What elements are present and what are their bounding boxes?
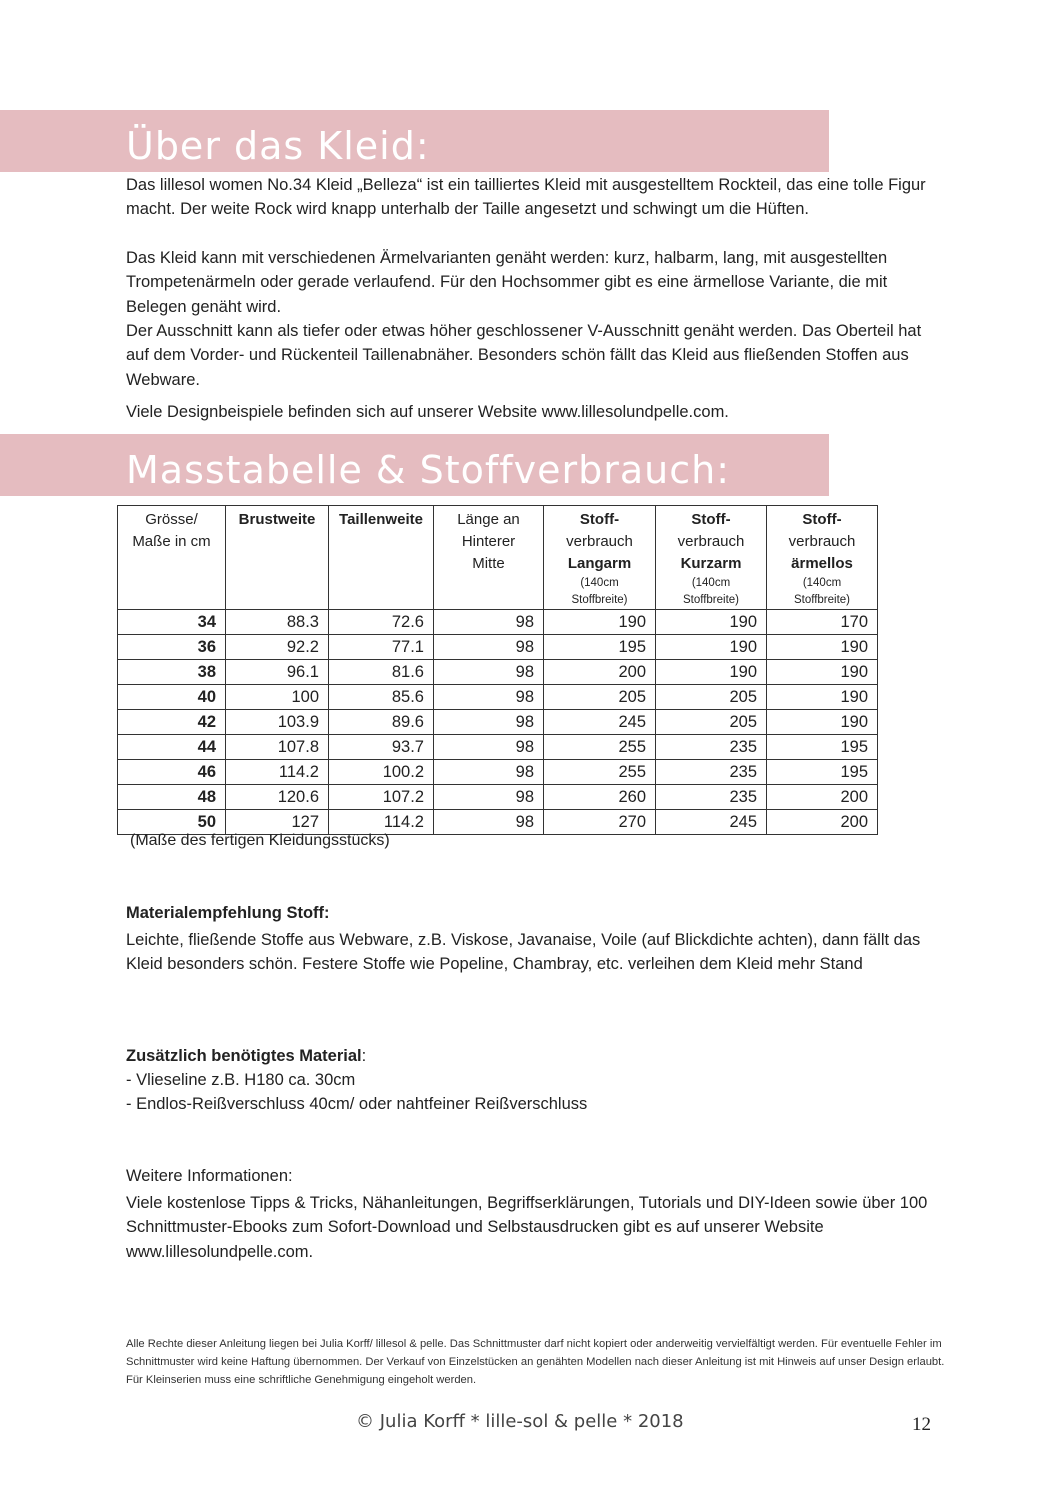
value-cell: 98: [434, 735, 544, 760]
additional-item-2: - Endlos-Reißverschluss 40cm/ oder nahtfeiner Reißverschluss: [126, 1095, 588, 1113]
header-fabric-longsleeve: [544, 506, 656, 610]
value-cell: 245: [656, 810, 767, 835]
header-waist: [329, 506, 434, 610]
header-fabric-sleeveless-line3: ärmellos: [791, 555, 853, 572]
table-row: [118, 735, 878, 760]
value-cell: 255: [544, 760, 656, 785]
section-title-sizes: Masstabelle & Stoffverbrauch:: [126, 448, 731, 492]
size-cell: 50: [118, 810, 226, 835]
table-row: [118, 660, 878, 685]
size-cell: 34: [118, 610, 226, 635]
table-row: [118, 760, 878, 785]
value-cell: 190: [656, 660, 767, 685]
more-info-heading: [126, 1167, 293, 1186]
value-cell: 235: [656, 760, 767, 785]
size-cell: 48: [118, 785, 226, 810]
value-cell: 93.7: [329, 735, 434, 760]
value-cell: 81.6: [329, 660, 434, 685]
value-cell: 77.1: [329, 635, 434, 660]
header-fabric-longsleeve-line3: Langarm: [567, 555, 632, 572]
value-cell: 245: [544, 710, 656, 735]
value-cell: 100.2: [329, 760, 434, 785]
header-fabric-sleeveless-line2: verbrauch: [788, 533, 856, 550]
value-cell: 98: [434, 760, 544, 785]
value-cell: 205: [544, 685, 656, 710]
header-fabric-sleeveless-note1: (140cm: [802, 577, 842, 589]
size-cell: 36: [118, 635, 226, 660]
value-cell: 96.1: [226, 660, 329, 685]
size-table: [117, 505, 878, 835]
value-cell: 98: [434, 610, 544, 635]
about-paragraph-1: Das lillesol women No.34 Kleid „Belleza“ ist ein tailliertes Kleid mit ausgestelltem Rockteil, das eine tolle Figur macht. Der weite Rock wird knapp unterhalb der Taille angesetzt und schwingt um die Hüften.: [126, 176, 926, 219]
header-size: [118, 506, 226, 610]
about-paragraph-4: Viele Designbeispiele befinden sich auf unserer Website www.lillesolundpelle.com.: [126, 403, 729, 421]
about-paragraph-2: Das Kleid kann mit verschiedenen Ärmelvarianten genäht werden: kurz, halbarm, lang, mit ausgestellten Trompetenärmeln oder gerade verlaufend. Für den Hochsommer gibt es eine ärmellose Variante, die mit Belegen genäht wird.: [126, 249, 888, 316]
value-cell: 260: [544, 785, 656, 810]
value-cell: 107.2: [329, 785, 434, 810]
footer-copyright: © Julia Korff * lille-sol & pelle * 2018: [356, 1411, 684, 1432]
value-cell: 98: [434, 635, 544, 660]
more-info-text: Viele kostenlose Tipps & Tricks, Nähanleitungen, Begriffserklärungen, Tutorials und DIY-Ideen sowie über 100 Schnittmuster-Ebooks zum Sofort-Download und Selbstausdrucken gibt es auf unserer Website www.lillesolundpelle.com.: [126, 1194, 928, 1261]
header-length-line2: Hinterer: [461, 533, 516, 550]
header-fabric-longsleeve-note2: Stoffbreite): [571, 594, 628, 606]
more-info-heading-text: Weitere Informationen:: [126, 1167, 293, 1185]
value-cell: 85.6: [329, 685, 434, 710]
value-cell: 190: [767, 710, 878, 735]
table-row: [118, 635, 878, 660]
value-cell: 107.8: [226, 735, 329, 760]
header-fabric-shortsleeve: [656, 506, 767, 610]
value-cell: 235: [656, 735, 767, 760]
value-cell: 200: [767, 785, 878, 810]
section-banner-sizes: [0, 434, 829, 496]
value-cell: 98: [434, 660, 544, 685]
value-cell: 200: [544, 660, 656, 685]
material-heading-text: Materialempfehlung Stoff:: [126, 904, 330, 922]
table-caption: (Maße des fertigen Kleidungsstücks): [130, 832, 390, 849]
header-fabric-shortsleeve-note1: (140cm: [691, 577, 731, 589]
additional-item-1: - Vlieseline z.B. H180 ca. 30cm: [126, 1071, 356, 1089]
header-fabric-shortsleeve-line3: Kurzarm: [680, 555, 742, 572]
header-fabric-longsleeve-line1: Stoff-: [579, 511, 620, 528]
value-cell: 255: [544, 735, 656, 760]
about-paragraph-3: Der Ausschnitt kann als tiefer oder etwas höher geschlossener V-Ausschnitt genäht werden. Das Oberteil hat auf dem Vorder- und Rückenteil Taillenabnäher. Besonders schön fällt das Kleid aus fließenden Stoffen aus Webware.: [126, 322, 922, 389]
section-banner-about: [0, 110, 829, 172]
header-bust: [226, 506, 329, 610]
value-cell: 190: [767, 635, 878, 660]
additional-heading-colon: :: [361, 1047, 367, 1065]
header-fabric-sleeveless: [767, 506, 878, 610]
material-text: Leichte, fließende Stoffe aus Webware, z.B. Viskose, Javanaise, Voile (auf Blickdichte achten), dann fällt das Kleid besonders schön. Festere Stoffe wie Popeline, Chambray, etc. verleihen dem Kleid mehr Stand: [126, 931, 921, 974]
value-cell: 72.6: [329, 610, 434, 635]
header-waist-label: Taillenweite: [339, 511, 423, 528]
header-length-line1: Länge an: [457, 511, 520, 528]
table-row: [118, 610, 878, 635]
value-cell: 190: [544, 610, 656, 635]
table-row: [118, 710, 878, 735]
material-heading: [126, 904, 330, 923]
value-cell: 195: [767, 760, 878, 785]
size-cell: 42: [118, 710, 226, 735]
value-cell: 98: [434, 710, 544, 735]
table-row: [118, 685, 878, 710]
section-title-about: Über das Kleid:: [126, 124, 430, 168]
value-cell: 98: [434, 685, 544, 710]
header-length-line3: Mitte: [472, 555, 505, 572]
value-cell: 190: [767, 660, 878, 685]
value-cell: 120.6: [226, 785, 329, 810]
header-fabric-sleeveless-line1: Stoff-: [802, 511, 842, 528]
header-length: [434, 506, 544, 610]
header-size-line1: Grösse/: [145, 511, 198, 528]
additional-heading: [126, 1047, 366, 1066]
value-cell: 100: [226, 685, 329, 710]
value-cell: 98: [434, 810, 544, 835]
header-fabric-shortsleeve-line2: verbrauch: [677, 533, 745, 550]
value-cell: 205: [656, 710, 767, 735]
value-cell: 235: [656, 785, 767, 810]
header-fabric-longsleeve-line2: verbrauch: [566, 533, 633, 550]
header-fabric-shortsleeve-line1: Stoff-: [691, 511, 731, 528]
value-cell: 270: [544, 810, 656, 835]
header-fabric-sleeveless-note2: Stoffbreite): [793, 594, 851, 606]
header-fabric-longsleeve-note1: (140cm: [580, 577, 619, 589]
header-fabric-shortsleeve-note2: Stoffbreite): [682, 594, 740, 606]
additional-heading-bold: Zusätzlich benötigtes Material: [126, 1047, 362, 1065]
size-cell: 46: [118, 760, 226, 785]
value-cell: 127: [226, 810, 329, 835]
value-cell: 89.6: [329, 710, 434, 735]
value-cell: 98: [434, 785, 544, 810]
value-cell: 88.3: [226, 610, 329, 635]
value-cell: 195: [544, 635, 656, 660]
value-cell: 190: [767, 685, 878, 710]
size-table-header-row: [118, 506, 878, 610]
value-cell: 114.2: [329, 810, 434, 835]
header-size-line2: Maße in cm: [132, 533, 211, 550]
size-cell: 40: [118, 685, 226, 710]
value-cell: 200: [767, 810, 878, 835]
table-row: [118, 785, 878, 810]
size-cell: 38: [118, 660, 226, 685]
size-table-body: [118, 610, 878, 835]
size-cell: 44: [118, 735, 226, 760]
value-cell: 195: [767, 735, 878, 760]
page-number: 12: [912, 1414, 931, 1435]
value-cell: 114.2: [226, 760, 329, 785]
table-row: [118, 810, 878, 835]
legal-notice: Alle Rechte dieser Anleitung liegen bei Julia Korff/ lillesol & pelle. Das Schnittmuster darf nicht kopiert oder anderweitig vervielfältigt werden. Für eventuelle Fehler im Schnittmuster wird keine Haftung übernommen. Der Verkauf von Einzelstücken an genähten Modellen nach dieser Anleitung ist mit Hinweis auf unser Design erlaubt. Für Kleinserien muss eine schriftliche Genehmigung eingeholt werden.: [126, 1338, 945, 1386]
value-cell: 92.2: [226, 635, 329, 660]
value-cell: 170: [767, 610, 878, 635]
value-cell: 190: [656, 635, 767, 660]
header-bust-label: Brustweite: [238, 511, 316, 528]
value-cell: 103.9: [226, 710, 329, 735]
value-cell: 205: [656, 685, 767, 710]
value-cell: 190: [656, 610, 767, 635]
